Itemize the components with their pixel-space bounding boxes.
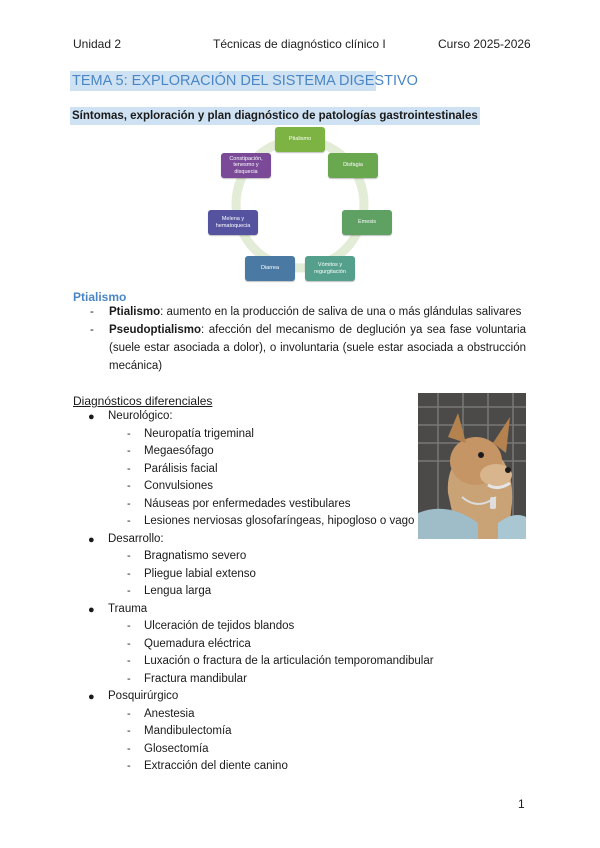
- ptialismo-definition: [109, 303, 526, 321]
- definition-text: : afección del mecanismo de deglución ya sea fase voluntaria (suele estar asociada a dolor), o involuntaria (suele estar asociada a obstrucción mecánica): [109, 324, 526, 372]
- list-dash: -: [127, 707, 131, 720]
- list-dash: -: [127, 445, 131, 457]
- page-number: 1: [518, 797, 525, 811]
- list-dash: -: [127, 637, 131, 650]
- diagnosis-item: Fractura mandibular: [144, 672, 247, 685]
- bullet: ●: [88, 603, 95, 616]
- ptialismo-heading: Ptialismo: [73, 290, 127, 304]
- diagnosis-item: Pliegue labial extenso: [144, 567, 256, 580]
- list-dash: -: [127, 725, 131, 737]
- pseudoptialismo-definition: [109, 321, 526, 375]
- list-dash: -: [127, 427, 131, 440]
- diagnosis-group-label: Desarrollo:: [108, 532, 164, 545]
- list-dash: -: [127, 550, 131, 562]
- diagnosis-item: Convulsiones: [144, 480, 214, 492]
- bullet: ●: [88, 533, 95, 546]
- symptom-cycle-diagram: [200, 122, 400, 287]
- page-title: TEMA 5: EXPLORACIÓN DEL SISTEMA DIGESTIVO: [72, 73, 418, 89]
- list-dash: -: [127, 655, 131, 667]
- list-dash: -: [127, 620, 131, 632]
- list-dash: -: [90, 324, 94, 336]
- header-unit: Unidad 2: [73, 37, 122, 51]
- diagnosis-item: Extracción del diente canino: [144, 760, 288, 772]
- cycle-node-emesis: Emesis: [342, 210, 392, 235]
- diagnosis-item: Neuropatía trigeminal: [144, 427, 254, 440]
- diagnosis-item: Parálisis facial: [144, 462, 218, 475]
- section-subtitle: Síntomas, exploración y plan diagnóstico de patologías gastrointestinales: [70, 107, 480, 125]
- diagnosis-item: Mandibulectomía: [144, 725, 232, 737]
- cycle-node-ptialismo: Ptialismo: [275, 127, 325, 152]
- header-course-title: Técnicas de diagnóstico clínico I: [213, 37, 386, 51]
- diagnosis-item: Bragnatismo severo: [144, 550, 247, 562]
- cycle-node-melena: Melena y hematoquecia: [208, 210, 258, 235]
- cycle-node-diarrea: Diarrea: [245, 256, 295, 281]
- list-dash: -: [127, 462, 131, 475]
- diagnosis-item: Lesiones nerviosas glosofaríngeas, hipogloso o vago: [144, 515, 415, 527]
- list-dash: -: [127, 742, 131, 755]
- diagnosis-item: Megaesófago: [144, 445, 214, 457]
- diagnosis-item: Anestesia: [144, 707, 195, 720]
- bullet: ●: [88, 411, 95, 423]
- cycle-node-disfagia: Disfagia: [328, 153, 378, 178]
- list-dash: -: [127, 760, 131, 772]
- diagnosis-item: Glosectomía: [144, 742, 209, 755]
- list-dash: -: [127, 515, 131, 527]
- header-year: Curso 2025-2026: [438, 37, 531, 51]
- chihuahua-image: [418, 393, 526, 539]
- term-ptialismo: Ptialismo: [109, 306, 161, 318]
- list-dash: -: [127, 585, 131, 597]
- differential-diagnosis-heading: Diagnósticos diferenciales: [73, 394, 213, 408]
- diagnosis-item: Lengua larga: [144, 585, 212, 597]
- diagnosis-item: Quemadura eléctrica: [144, 637, 251, 650]
- list-dash: -: [127, 672, 131, 685]
- bullet: ●: [88, 691, 95, 703]
- dog-photo: [418, 393, 526, 539]
- diagnosis-group-label: Neurológico:: [108, 410, 173, 422]
- diagnosis-group-label: Trauma: [108, 602, 148, 615]
- diagnosis-item: Luxación o fractura de la articulación temporomandibular: [144, 655, 434, 667]
- list-dash: -: [127, 567, 131, 580]
- cycle-node-vomitos: Vómitos y regurgitación: [305, 256, 355, 281]
- list-dash: -: [127, 480, 131, 492]
- diagnosis-group-label: Posquirúrgico: [108, 690, 179, 702]
- definition-text: : aumento en la producción de saliva de una o más glándulas salivares: [160, 306, 522, 318]
- diagnosis-item: Náuseas por enfermedades vestibulares: [144, 497, 351, 510]
- list-dash: -: [127, 497, 131, 510]
- list-dash: -: [90, 306, 94, 318]
- cycle-node-constipacion: Constipación, tenesmo y disquecia: [221, 153, 271, 178]
- term-pseudoptialismo: Pseudoptialismo: [109, 324, 202, 336]
- diagnosis-item: Ulceración de tejidos blandos: [144, 620, 295, 632]
